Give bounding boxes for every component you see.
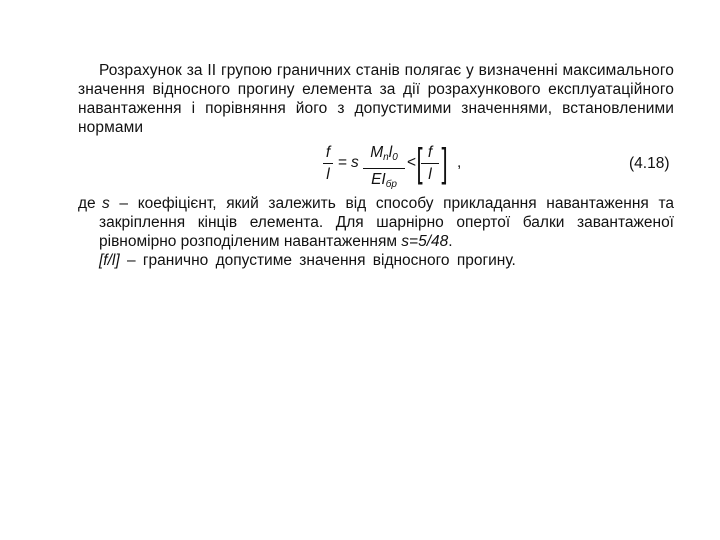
fraction-moment-over-stiffness	[363, 144, 405, 194]
fraction-bar	[421, 163, 439, 164]
length-subscript: 0	[392, 152, 398, 163]
definition-s-end: .	[448, 233, 453, 250]
definition-s	[99, 194, 674, 251]
stiffness-subscript: бр	[385, 179, 397, 190]
less-than-sign: <	[407, 154, 417, 171]
stiffness-symbol: EI	[371, 171, 386, 188]
equation-number: (4.18)	[629, 155, 670, 172]
length-symbol: l	[388, 144, 393, 161]
intro-paragraph: Розрахунок за II групою граничних станів полягає у визначенні максимального значення відносного прогину елемента за дії розрахункового експлуатаційного навантаження і порівняння його з допустимими значеннями, встановленими нормами	[78, 62, 674, 136]
formula-comma: ,	[457, 154, 462, 171]
coefficient-s: s	[351, 154, 359, 171]
equals-sign: =	[338, 154, 348, 171]
right-bracket: ]	[441, 141, 448, 185]
definition-fl	[99, 251, 674, 270]
definition-s-symbol: s	[102, 195, 110, 212]
moment-subscript: n	[383, 152, 389, 163]
definition-fl-symbol: [f/l]	[99, 252, 120, 269]
definition-fl-text: – гранично допустиме значення відносного прогину.	[119, 252, 516, 269]
formula-rhs-numerator: f	[427, 144, 433, 161]
formula-mid-denominator	[363, 171, 405, 194]
formula-lhs-numerator: f	[325, 144, 331, 161]
fraction-bar	[323, 163, 333, 164]
definition-s-text: – коефіцієнт, який залежить від способу прикладання навантаження та закріплення кінців елемента. Для шарнірно опертої балки завантаженої рівномірно розподіленим навантаженням	[99, 195, 674, 250]
deflection-formula	[323, 141, 473, 190]
left-bracket: [	[416, 141, 423, 185]
formula-rhs-denominator: l	[428, 166, 432, 183]
definition-s-value: s=5/48	[401, 233, 449, 250]
formula-lhs-denominator: l	[326, 166, 330, 183]
fraction-allowable	[421, 144, 439, 184]
where-label: де	[78, 195, 96, 212]
fraction-bar	[363, 168, 405, 169]
formula-mid-numerator	[363, 144, 405, 167]
moment-symbol: M	[370, 144, 384, 161]
fraction-f-over-l	[323, 144, 333, 184]
